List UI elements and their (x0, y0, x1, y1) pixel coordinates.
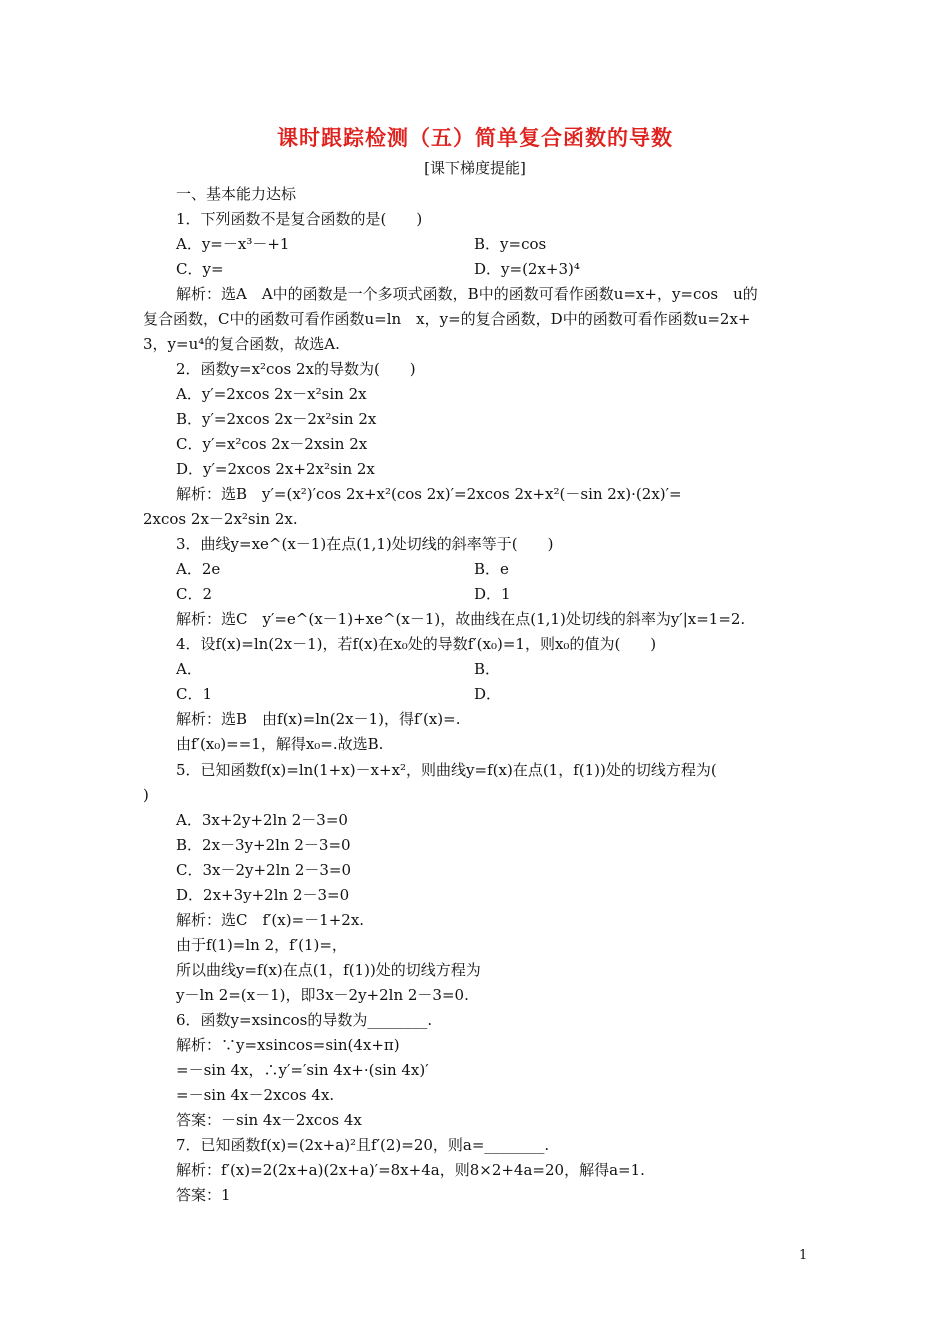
text-line: 解析：选A A中的函数是一个多项式函数，B中的函数可看作函数u=x+，y=cos u的 (176, 285, 758, 303)
text-line: C．1 (176, 685, 213, 703)
text-line: 解析：选C y′=e^(x－1)+xe^(x－1)，故曲线在点(1,1)处切线的斜率为y′|x=1=2. (176, 610, 746, 628)
text-line: 复合函数，C中的函数可看作函数u=ln x，y=的复合函数，D中的函数可看作函数u=2x+ (143, 310, 751, 328)
text-line: A．y′=2xcos 2x－x²sin 2x (176, 385, 367, 403)
text-line: 由于f(1)=ln 2，f′(1)=， (176, 936, 347, 954)
text-line: 2xcos 2x－2x²sin 2x. (143, 510, 298, 528)
text-line: 解析：选B y′=(x²)′cos 2x+x²(cos 2x)′=2xcos 2x+x²(－sin 2x)·(2x)′= (176, 485, 682, 503)
text-line: =－sin 4x－2xcos 4x. (176, 1086, 335, 1104)
text-line: D．2x+3y+2ln 2－3=0 (176, 886, 350, 904)
text-line: 7．已知函数f(x)=(2x+a)²且f′(2)=20，则a=________. (176, 1136, 550, 1154)
text-line: 3，y=u⁴的复合函数，故选A. (143, 335, 340, 353)
page-number: 1 (799, 1248, 808, 1263)
text-line: 1．下列函数不是复合函数的是( ) (176, 210, 423, 228)
text-line: D．y=(2x+3)⁴ (474, 260, 580, 278)
text-line: 所以曲线y=f(x)在点(1，f(1))处的切线方程为 (176, 961, 481, 979)
text-line: 解析：选C f′(x)=－1+2x. (176, 911, 365, 929)
text-line: 5．已知函数f(x)=ln(1+x)－x+x²，则曲线y=f(x)在点(1，f(1))处的切线方程为( (176, 761, 717, 779)
text-line: D．y′=2xcos 2x+2x²sin 2x (176, 460, 375, 478)
text-line: C．2 (176, 585, 213, 603)
text-line: C．y= (176, 260, 224, 278)
text-line: 解析：f′(x)=2(2x+a)(2x+a)′=8x+4a，则8×2+4a=20，解得a=1. (176, 1161, 645, 1179)
text-line: B．y′=2xcos 2x－2x²sin 2x (176, 410, 377, 428)
text-line: D．1 (474, 585, 511, 603)
text-line: 2．函数y=x²cos 2x的导数为( ) (176, 360, 416, 378)
text-line: A． (176, 660, 202, 678)
text-line: B． (474, 660, 501, 678)
text-line: B．2x－3y+2ln 2－3=0 (176, 836, 351, 854)
text-line: A．3x+2y+2ln 2－3=0 (176, 811, 348, 829)
text-line: A．y=－x³－+1 (176, 235, 290, 253)
text-line: 解析：选B 由f(x)=ln(2x－1)，得f′(x)=. (176, 710, 461, 728)
text-line: 3．曲线y=xe^(x－1)在点(1,1)处切线的斜率等于( ) (176, 535, 554, 553)
text-line: 4．设f(x)=ln(2x－1)，若f(x)在x₀处的导数f′(x₀)=1，则x₀的值为( ) (176, 635, 657, 653)
text-line: C．y′=x²cos 2x－2xsin 2x (176, 435, 368, 453)
page-title: 课时跟踪检测（五）简单复合函数的导数 (277, 125, 673, 150)
text-line: B．y=cos (474, 235, 547, 253)
text-line: 由f′(x₀)==1，解得x₀=.故选B. (176, 735, 384, 753)
page-subtitle: [课下梯度提能] (424, 159, 526, 177)
text-line: C．3x－2y+2ln 2－3=0 (176, 861, 352, 879)
text-line: ) (143, 786, 149, 804)
text-line: B．e (474, 560, 509, 578)
text-line: A．2e (176, 560, 221, 578)
text-line: 6．函数y=xsincos的导数为________. (176, 1011, 433, 1029)
text-line: y－ln 2=(x－1)，即3x－2y+2ln 2－3=0. (176, 986, 469, 1004)
text-line: 解析：∵y=xsincos=sin(4x+π) (176, 1036, 400, 1054)
text-line: =－sin 4x，∴y′=′sin 4x+·(sin 4x)′ (176, 1061, 429, 1079)
text-line: 答案：－sin 4x－2xcos 4x (176, 1111, 362, 1129)
text-line: 一、基本能力达标 (176, 185, 297, 203)
text-line: D． (474, 685, 502, 703)
text-line: 答案：1 (176, 1186, 231, 1204)
